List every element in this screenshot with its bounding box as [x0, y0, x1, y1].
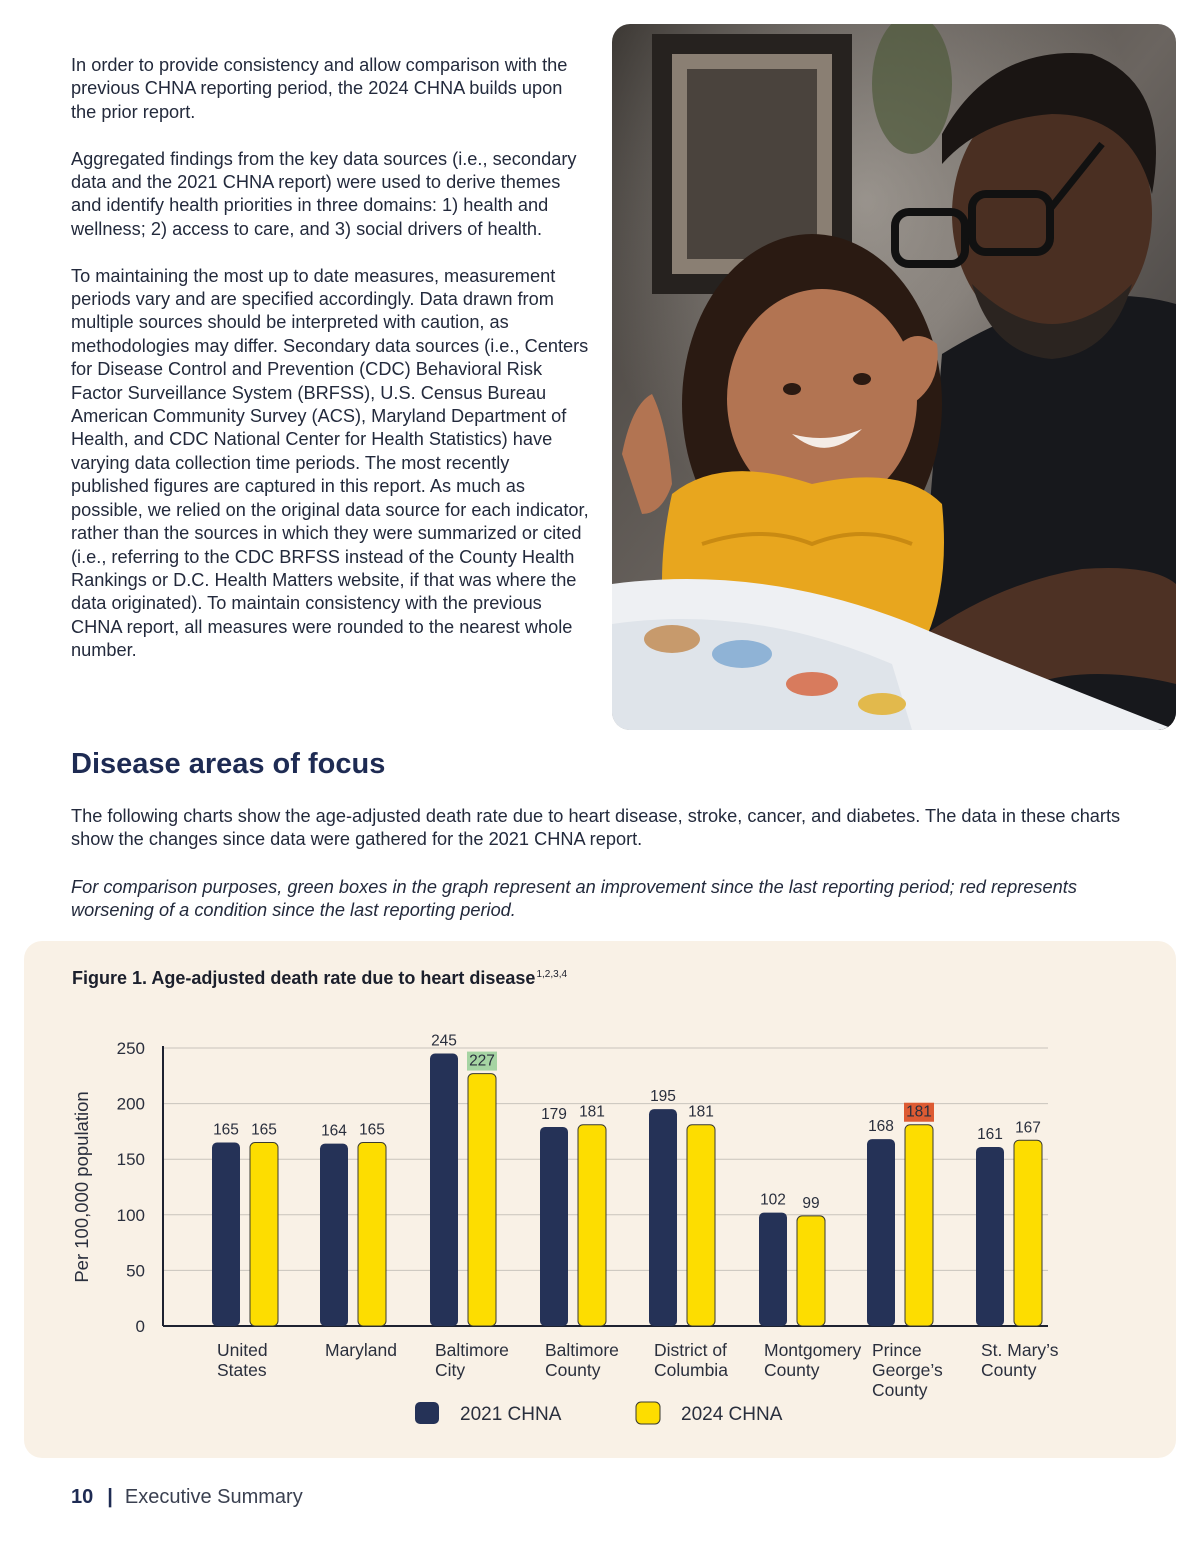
bar-2021 [540, 1127, 568, 1326]
bar-2021 [649, 1109, 677, 1326]
bar-2021 [320, 1144, 348, 1326]
bar-2021 [976, 1147, 1004, 1326]
bar-2024 [250, 1143, 278, 1326]
x-tick-label: County [764, 1360, 820, 1380]
comparison-note: For comparison purposes, green boxes in the graph represent an improvement since the last reporting period; red represents worsening of a condition since the last reporting period. [71, 877, 1077, 921]
y-tick-label: 200 [116, 1094, 145, 1114]
x-tick-label: Maryland [325, 1340, 397, 1360]
legend-label: 2024 CHNA [681, 1404, 783, 1425]
data-label: 165 [359, 1121, 385, 1139]
figure-title-superscript: 1,2,3,4 [536, 969, 568, 980]
section-title: Disease areas of focus [71, 748, 386, 780]
figure-title-text: Figure 1. Age-adjusted death rate due to heart disease [72, 968, 536, 988]
bar-2024 [468, 1074, 496, 1326]
x-tick-label: Montgomery [764, 1340, 862, 1360]
x-tick-label: United [217, 1340, 268, 1360]
data-label: 161 [977, 1125, 1003, 1143]
data-label: 165 [213, 1121, 239, 1139]
bar-2024 [797, 1216, 825, 1326]
intro-paragraph-1: In order to provide consistency and allow comparison with the previous CHNA reporting period, the 2024 CHNA builds upon the prior report. [71, 55, 568, 122]
x-tick-label: Columbia [654, 1360, 728, 1380]
data-label: 245 [431, 1032, 457, 1050]
data-label: 181 [906, 1103, 932, 1121]
bar-2024 [578, 1125, 606, 1326]
data-label: 168 [868, 1118, 894, 1136]
data-label: 227 [469, 1052, 495, 1070]
section-description: The following charts show the age-adjusted death rate due to heart disease, stroke, cancer, and diabetes. The data in these charts show the changes since data were gathered for the 2021 CHNA report. [71, 806, 1121, 850]
y-tick-label: 50 [126, 1261, 145, 1281]
y-tick-label: 100 [116, 1205, 145, 1225]
y-tick-label: 0 [135, 1317, 145, 1336]
x-tick-label: States [217, 1360, 267, 1380]
y-axis-label: Per 100,000 population [71, 1091, 92, 1283]
data-label: 99 [802, 1194, 820, 1212]
bar-2021 [430, 1054, 458, 1326]
x-tick-label: Baltimore [545, 1340, 619, 1360]
legend-swatch [415, 1402, 439, 1424]
x-tick-label: City [435, 1360, 466, 1380]
x-tick-label: Prince [872, 1340, 922, 1360]
x-tick-label: County [872, 1380, 928, 1400]
data-label: 165 [251, 1121, 277, 1139]
bar-2024 [905, 1125, 933, 1326]
legend-label: 2021 CHNA [460, 1404, 562, 1425]
page-number: 10 [71, 1486, 94, 1508]
bar-2021 [867, 1139, 895, 1326]
y-tick-label: 250 [116, 1039, 145, 1058]
bar-2021 [759, 1213, 787, 1326]
x-tick-label: County [545, 1360, 601, 1380]
data-label: 167 [1015, 1119, 1041, 1137]
bar-2024 [687, 1125, 715, 1326]
intro-paragraph-3: To maintaining the most up to date measures, measurement periods vary and are specified accordingly. Data drawn from multiple sources should be interpreted with caution, as methodologies may differ. Secondary data sources (i.e., Centers for Disease Control and Prevention (CDC) Behavioral Risk Factor Surveillance System (BRFSS), U.S. Census Bureau American Community Survey (ACS), Maryland Department of Health, and CDC National Center for Health Statistics) have varying data collection time periods. The most recently published figures are captured in this report. As much as possible, we relied on the original data source for each indicator, rather than the sources in which they were summarized or cited (i.e., referring to the CDC BRFSS instead of the County Health Rankings or D.C. Health Matters website, if that was where the data originated). To maintain consistency with the previous CHNA report, all measures were rounded to the nearest whole number. [71, 265, 589, 661]
data-label: 181 [688, 1103, 714, 1121]
y-tick-label: 150 [116, 1150, 145, 1170]
x-tick-label: George’s [872, 1360, 943, 1380]
data-label: 181 [579, 1103, 605, 1121]
legend-swatch [636, 1402, 660, 1424]
footer-separator: | [107, 1486, 113, 1508]
x-tick-label: St. Mary’s [981, 1340, 1059, 1360]
data-label: 102 [760, 1191, 786, 1209]
x-tick-label: Baltimore [435, 1340, 509, 1360]
x-tick-label: District of [654, 1340, 727, 1360]
data-label: 195 [650, 1088, 676, 1106]
page-footer [71, 1486, 303, 1509]
bar-2021 [212, 1143, 240, 1326]
x-tick-label: County [981, 1360, 1037, 1380]
data-label: 179 [541, 1105, 567, 1123]
intro-paragraph-2: Aggregated findings from the key data sources (i.e., secondary data and the 2021 CHNA report) were used to derive themes and identify health priorities in three domains: 1) health and wellness; 2) access to care, and 3) social drivers of health. [71, 148, 577, 239]
footer-section-name: Executive Summary [124, 1486, 303, 1508]
bar-2024 [1014, 1140, 1042, 1326]
data-label: 164 [321, 1122, 347, 1140]
bar-2024 [358, 1143, 386, 1326]
